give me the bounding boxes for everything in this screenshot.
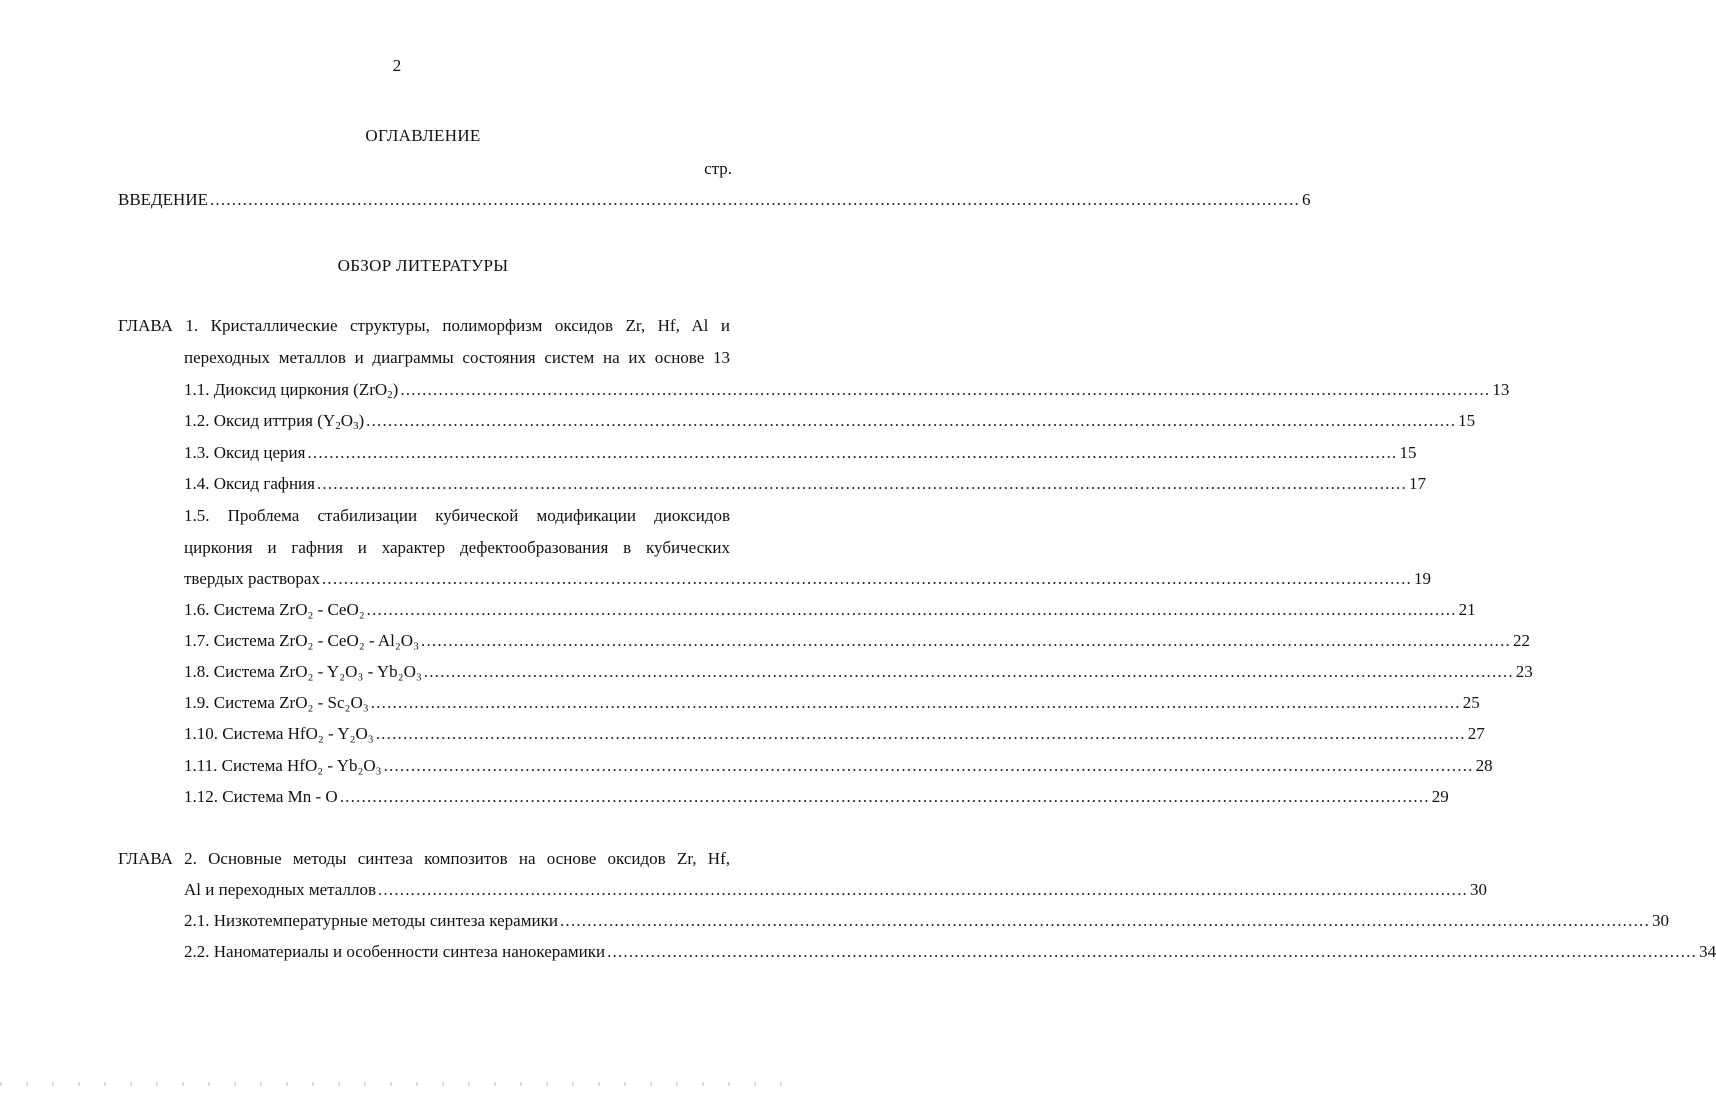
- toc-entry-1-9[interactable]: [184, 691, 1480, 715]
- leader-dots: ........................................................................................................................................................................................................: [307, 443, 1398, 462]
- leader-dots: ........................................................................................................................................................................................................: [366, 411, 1457, 430]
- toc-entry-1-3[interactable]: [184, 441, 1417, 465]
- toc-entry-1-10[interactable]: [184, 722, 1485, 746]
- leader-dots: ........................................................................................................................................................................................................: [400, 380, 1491, 399]
- leader-dots: ........................................................................................................................................................................................................: [377, 880, 1468, 899]
- leader-dots: ........................................................................................................................................................................................................: [370, 693, 1461, 712]
- toc-entry-page: 30: [1469, 880, 1487, 899]
- toc-entry-page: 30: [1651, 911, 1669, 930]
- toc-entry-label: ВВЕДЕНИЕ: [118, 190, 208, 209]
- toc-entry-label: 1.3. Оксид церия: [184, 443, 306, 462]
- toc-entry-label: 1.4. Оксид гафния: [184, 474, 315, 493]
- toc-entry-page: 25: [1462, 693, 1480, 712]
- scan-artifact-line: [0, 1082, 794, 1086]
- toc-entry-page: 13: [1492, 380, 1510, 399]
- toc-entry-label: 1.6. Система ZrO₂ - CeO₂: [184, 600, 365, 619]
- section-title: ОБЗОР ЛИТЕРАТУРЫ: [337, 256, 509, 275]
- toc-entry-page: 34: [1699, 942, 1716, 961]
- leader-dots: ........................................................................................................................................................................................................: [209, 190, 1300, 209]
- toc-entry-page: 17: [1408, 474, 1426, 493]
- toc-entry-2-2[interactable]: [184, 940, 1716, 964]
- leader-dots: ........................................................................................................................................................................................................: [321, 569, 1412, 588]
- toc-entry-page: 15: [1399, 443, 1417, 462]
- leader-dots: ........................................................................................................................................................................................................: [339, 787, 1430, 806]
- toc-entry-1-11[interactable]: [184, 754, 1493, 778]
- toc-entry-1-6[interactable]: [184, 598, 1476, 622]
- toc-entry-page: 28: [1475, 756, 1493, 775]
- toc-entry-1-5-line3[interactable]: [184, 567, 1431, 591]
- toc-entry-page: 19: [1413, 569, 1431, 588]
- toc-entry-label: твердых растворах: [184, 569, 320, 588]
- toc-entry-1-8[interactable]: [184, 660, 1533, 684]
- toc-entry-label: 1.10. Система HfO₂ - Y₂O₃: [184, 724, 374, 743]
- leader-dots: ........................................................................................................................................................................................................: [383, 756, 1474, 775]
- toc-entry-page: 22: [1513, 631, 1530, 650]
- toc-entry-page: 21: [1458, 600, 1476, 619]
- toc-entry-page: 15: [1458, 411, 1476, 430]
- toc-title: ОГЛАВЛЕНИЕ: [365, 126, 481, 145]
- toc-entry-page: 6: [1301, 190, 1311, 209]
- toc-entry-page: 27: [1467, 724, 1485, 743]
- toc-entry-label: 1.9. Система ZrO₂ - Sc₂O₃: [184, 693, 369, 712]
- chapter2-heading-line1[interactable]: ГЛАВА 2. Основные методы синтеза композитов на основе оксидов Zr, Hf,: [118, 849, 730, 868]
- page-column-label: стр.: [704, 159, 732, 178]
- chapter2-heading-line2[interactable]: [184, 878, 1487, 902]
- toc-entry-label: 2.2. Наноматериалы и особенности синтеза нанокерамики: [184, 942, 606, 961]
- toc-entry-1-7[interactable]: [184, 629, 1530, 653]
- toc-entry-label: 1.8. Система ZrO₂ - Y₂O₃ - Yb₂O₃: [184, 662, 422, 681]
- toc-entry-1-4[interactable]: [184, 472, 1426, 496]
- toc-entry-2-1[interactable]: [184, 909, 1669, 933]
- toc-entry-1-5-line2[interactable]: циркония и гафния и характер дефектообразования в кубических: [184, 538, 730, 557]
- toc-entry-label: 1.7. Система ZrO₂ - CeO₂ - Al₂O₃: [184, 631, 419, 650]
- leader-dots: ........................................................................................................................................................................................................: [316, 474, 1407, 493]
- toc-entry-label: 1.2. Оксид иттрия $(Y_2O_3)$: [184, 411, 365, 432]
- leader-dots: ........................................................................................................................................................................................................: [607, 942, 1698, 961]
- toc-entry-1-2[interactable]: [184, 409, 1476, 433]
- toc-entry-page: 29: [1431, 787, 1449, 806]
- leader-dots: ........................................................................................................................................................................................................: [423, 662, 1514, 681]
- leader-dots: ........................................................................................................................................................................................................: [375, 724, 1466, 743]
- toc-entry-label: 2.1. Низкотемпературные методы синтеза керамики: [184, 911, 558, 930]
- toc-entry-intro[interactable]: [118, 188, 1311, 212]
- toc-entry-1-12[interactable]: [184, 785, 1449, 809]
- toc-entry-label: 1.12. Система Mn - O: [184, 787, 338, 806]
- chapter1-heading-line1[interactable]: ГЛАВА 1. Кристаллические структуры, полиморфизм оксидов Zr, Hf, Al и: [118, 316, 730, 335]
- toc-entry-label: 1.11. Система HfO₂ - Yb₂O₃: [184, 756, 382, 775]
- leader-dots: ........................................................................................................................................................................................................: [559, 911, 1650, 930]
- toc-entry-1-5-line1[interactable]: 1.5. Проблема стабилизации кубической модификации диоксидов: [184, 506, 730, 525]
- chapter1-heading-line2[interactable]: переходных металлов и диаграммы состояния систем на их основе 13: [184, 348, 730, 367]
- leader-dots: ........................................................................................................................................................................................................: [366, 600, 1457, 619]
- toc-entry-label: 1.1. Диоксид циркония (ZrO$_2$): [184, 380, 399, 401]
- toc-entry-label: Al и переходных металлов: [184, 880, 376, 899]
- leader-dots: ........................................................................................................................................................................................................: [421, 631, 1511, 650]
- page-number: 2: [392, 56, 402, 75]
- toc-entry-1-1[interactable]: [184, 378, 1510, 402]
- toc-entry-page: 23: [1515, 662, 1533, 681]
